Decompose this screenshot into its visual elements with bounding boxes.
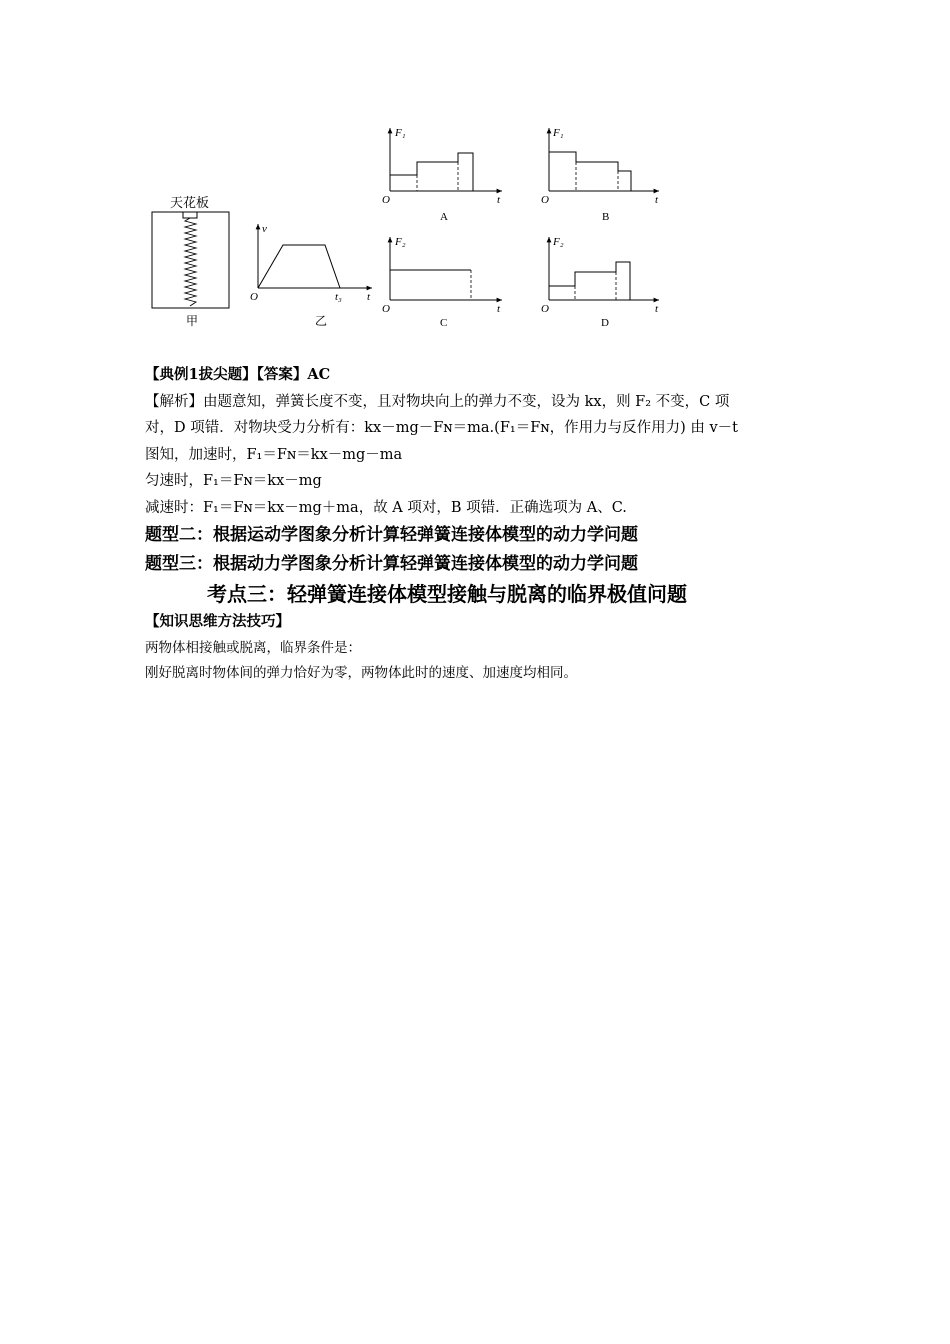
graph-c-origin: O [382, 303, 390, 315]
analysis-line-3: 图知，加速时，F₁＝Fɴ＝kx－mg－ma [145, 446, 403, 463]
tips-line-1: 两物体相接触或脱离，临界条件是： [145, 639, 361, 656]
velocity-trapezoid [258, 245, 340, 288]
caption-jia: 甲 [186, 314, 199, 328]
graph-a-origin: O [382, 194, 390, 206]
caption-yi: 乙 [315, 314, 328, 328]
ceiling-label: 天花板 [170, 195, 210, 210]
graph-d-caption: D [601, 317, 609, 329]
graph-a-xlabel: t [497, 194, 501, 206]
analysis-line-1: 【解析】由题意知，弹簧长度不变，且对物块向上的弹力不变，设为 kx，则 F₂ 不变，C 项 [145, 393, 730, 410]
graph-a-ylabel: F₁ [395, 127, 406, 139]
vt-t3-label: t₃ [335, 291, 342, 303]
physics-figure [140, 120, 680, 335]
graph-b [541, 127, 659, 223]
graph-a [382, 127, 502, 223]
graph-c-ylabel: F₂ [395, 236, 406, 248]
section-title: 考点三：轻弹簧连接体模型接触与脱离的临界极值问题 [207, 582, 687, 606]
problem-type-3-heading: 题型三：根据动力学图象分析计算轻弹簧连接体模型的动力学问题 [145, 554, 638, 574]
tips-line-2: 刚好脱离时物体间的弹力恰好为零，两物体此时的速度、加速度均相同。 [145, 664, 577, 681]
analysis-line-2: 对，D 项错．对物块受力分析有：kx－mg－Fɴ＝ma.(F₁＝Fɴ，作用力与反作用力) 由 v－t [145, 420, 739, 436]
analysis-line-5: 减速时：F₁＝Fɴ＝kx－mg＋ma，故 A 项对，B 项错．正确选项为 A、C. [145, 499, 627, 516]
vt-origin: O [250, 291, 258, 303]
box-frame [152, 212, 229, 308]
spring-coil [185, 218, 196, 306]
problem-type-2-heading: 题型二：根据运动学图象分析计算轻弹簧连接体模型的动力学问题 [145, 525, 638, 545]
graph-d-origin: O [541, 303, 549, 315]
example-answer-line: 【典例1拔尖题】【答案】AC [145, 366, 331, 383]
tips-label: 【知识思维方法技巧】 [145, 613, 290, 630]
vt-v-label: v [262, 223, 267, 235]
vt-t-label: t [367, 291, 371, 303]
graph-b-xlabel: t [655, 194, 659, 206]
graph-d-ylabel: F₂ [553, 236, 564, 248]
graph-d [541, 236, 659, 329]
document-body [145, 362, 810, 686]
analysis-line-4: 匀速时，F₁＝Fɴ＝kx－mg [145, 473, 322, 489]
graph-b-caption: B [602, 211, 610, 223]
graph-d-xlabel: t [655, 303, 659, 315]
graph-b-ylabel: F₁ [553, 127, 564, 139]
graph-a-caption: A [440, 211, 448, 223]
graph-b-origin: O [541, 194, 549, 206]
graph-c-xlabel: t [497, 303, 501, 315]
graph-c [382, 236, 502, 329]
ceiling-mount [183, 212, 197, 218]
graph-c-caption: C [440, 317, 448, 329]
spring-apparatus [152, 195, 229, 328]
vt-graph [250, 223, 372, 328]
figure-svg [140, 120, 680, 335]
